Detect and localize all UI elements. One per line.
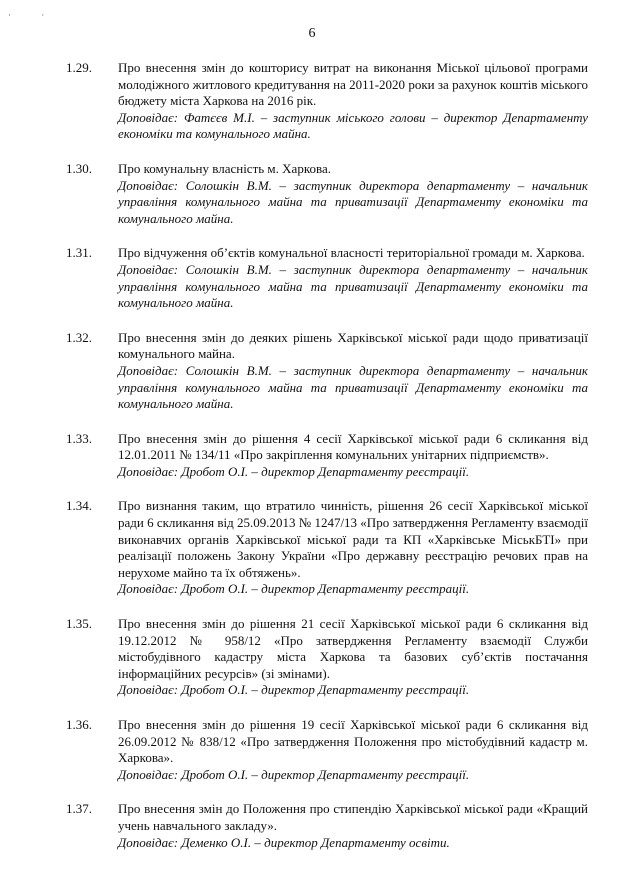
item-title: Про внесення змін до рішення 19 сесії Харківської міської ради 6 скликання від 26.09.2012 № 838/12 «Про затвердження Положення про містобудівний кадастр м. Харкова».	[118, 717, 588, 766]
agenda-item-1-30	[0, 161, 624, 227]
item-number: 1.33.	[66, 430, 92, 446]
agenda-item-1-31	[0, 245, 624, 311]
item-number: 1.32.	[66, 329, 92, 345]
item-number: 1.29.	[66, 60, 92, 75]
item-speaker: Доповідає: Фатєєв М.І. – заступник міського голови – директор Департаменту економіки та комунального майна.	[118, 109, 588, 142]
item-speaker: Доповідає: Солошкін В.М. – заступник директора департаменту – начальник управління комунального майна та приватизації Департаменту економіки та комунального майна.	[118, 261, 588, 311]
item-title: Про внесення змін до рішення 21 сесії Харківської міської ради 6 скликання від 19.12.2012 № 958/12 «Про затвердження Регламенту взаємодії Служби містобудівного кадастру міста Харкова та базових суб’єктів постачання інформаційних ресурсів» (зі змінами).	[118, 616, 588, 681]
item-title: Про внесення змін до Положення про стипендію Харківської міської ради «Кращий учень навчального закладу».	[118, 801, 588, 833]
item-speaker: Доповідає: Дробот О.І. – директор Департаменту реєстрації.	[118, 766, 470, 782]
item-speaker: Доповідає: Деменко О.І. – директор Департаменту освіти.	[118, 834, 450, 850]
agenda-item-1-32	[0, 330, 624, 413]
item-number: 1.30.	[66, 160, 92, 176]
scan-artifacts: · ·	[8, 10, 59, 20]
agenda-item-1-29	[0, 60, 624, 143]
item-number: 1.37.	[66, 801, 92, 817]
item-speaker: Доповідає: Солошкін В.М. – заступник директора департаменту – начальник управління комунального майна та приватизації Департаменту економіки та комунального майна.	[118, 177, 588, 226]
item-speaker: Доповідає: Дробот О.І. – директор Департаменту реєстрації.	[118, 682, 470, 698]
item-number: 1.36.	[66, 717, 92, 732]
item-speaker: Доповідає: Дробот О.І. – директор Департаменту реєстрації.	[118, 581, 470, 597]
agenda-item-1-34	[0, 498, 624, 598]
item-title: Про визнання таким, що втратило чинність, рішення 26 сесії Харківської міської ради 6 скликання від 25.09.2013 № 1247/13 «Про затвердження Регламенту взаємодії виконавчих органів Харківської міської ради та КП «Харківське МіськБТІ» при реалізації положень Закону України «Про державну реєстрацію речових прав на нерухоме майно та їх обтяжень».	[118, 498, 588, 580]
item-title: Про внесення змін до деяких рішень Харківської міської ради щодо приватизації комунального майна.	[118, 329, 588, 362]
item-title: Про комунальну власність м. Харкова.	[118, 160, 331, 176]
agenda-item-1-37	[0, 801, 624, 851]
item-speaker: Доповідає: Солошкін В.М. – заступник директора департаменту – начальник управління комунального майна та приватизації Департаменту економіки та комунального майна.	[118, 362, 588, 412]
item-title: Про внесення змін до кошторису витрат на виконання Міської цільової програми молодіжного житлового кредитування на 2011-2020 роки за рахунок коштів міського бюджету міста Харкова на 2016 рік.	[118, 60, 588, 109]
agenda-list	[0, 60, 624, 869]
item-number: 1.34.	[66, 498, 92, 514]
item-number: 1.35.	[66, 616, 92, 632]
page-number: 6	[308, 26, 316, 41]
agenda-item-1-35	[0, 616, 624, 699]
item-speaker: Доповідає: Дробот О.І. – директор Департаменту реєстрації.	[118, 463, 470, 479]
item-title: Про відчуження об’єктів комунальної власності територіальної громади м. Харкова.	[118, 245, 585, 261]
agenda-item-1-36	[0, 717, 624, 783]
item-number: 1.31.	[66, 245, 92, 261]
agenda-item-1-33	[0, 431, 624, 481]
item-title: Про внесення змін до рішення 4 сесії Харківської міської ради 6 скликання від 12.01.2011 № 134/11 «Про закріплення комунальних унітарних підприємств».	[118, 430, 588, 463]
